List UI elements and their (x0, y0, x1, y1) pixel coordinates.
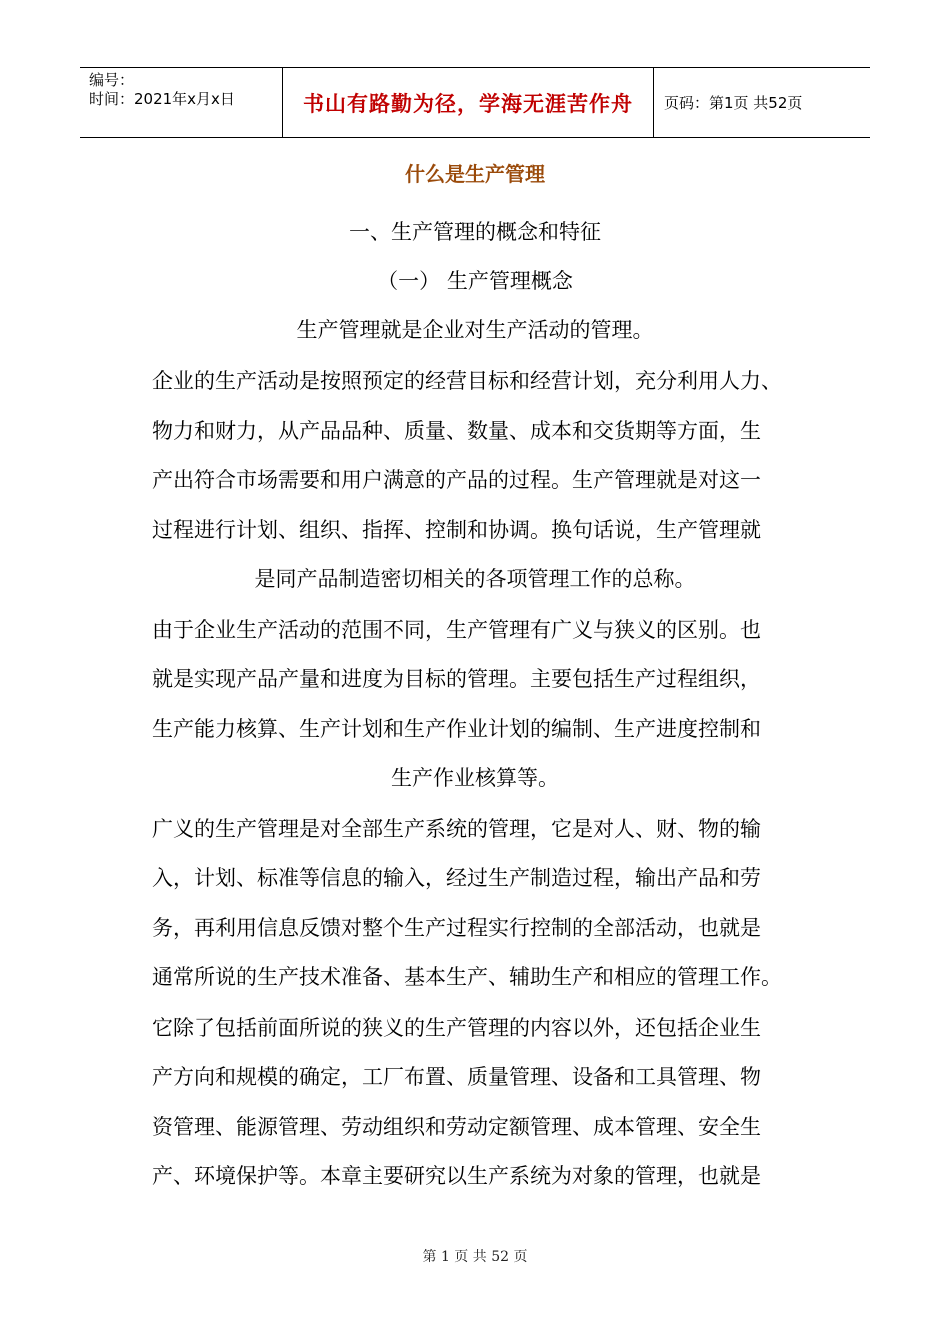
header-meta (80, 68, 282, 137)
paragraph-line: 入，计划、标准等信息的输入，经过生产制造过程，输出产品和劳 (152, 866, 761, 890)
paragraph-line-centered: 是同产品制造密切相关的各项管理工作的总称。 (254, 567, 696, 591)
paragraph-line: 物力和财力，从产品品种、质量、数量、成本和交货期等方面，生 (152, 419, 761, 443)
paragraph-line: 由于企业生产活动的范围不同，生产管理有广义与狭义的区别。也 (152, 618, 761, 642)
document-title: 什么是生产管理 (405, 162, 545, 186)
paragraph-line: 资管理、能源管理、劳动组织和劳动定额管理、成本管理、安全生 (152, 1115, 761, 1139)
definition-line: 生产管理就是企业对生产活动的管理。 (296, 318, 654, 342)
header-page-info (654, 68, 870, 137)
paragraph-line-centered: 生产作业核算等。 (391, 766, 559, 790)
paragraph-line: 产方向和规模的确定，工厂布置、质量管理、设备和工具管理、物 (152, 1065, 761, 1089)
date-label: 时间：2021年x月x日 (89, 90, 235, 108)
paragraph-line: 产出符合市场需要和用户满意的产品的过程。生产管理就是对这一 (152, 468, 761, 492)
paragraph-line: 广义的生产管理是对全部生产系统的管理，它是对人、财、物的输 (152, 817, 761, 841)
paragraph-line: 企业的生产活动是按照预定的经营目标和经营计划，充分利用人力、 (152, 369, 782, 393)
paragraph-line: 过程进行计划、组织、指挥、控制和协调。换句话说，生产管理就 (152, 518, 761, 542)
paragraph-line: 它除了包括前面所说的狭义的生产管理的内容以外，还包括企业生 (152, 1016, 761, 1040)
paragraph-line: 通常所说的生产技术准备、基本生产、辅助生产和相应的管理工作。 (152, 965, 782, 989)
number-label: 编号： (89, 71, 135, 89)
document-header (80, 67, 870, 138)
page-info-text: 页码：第1页 共52页 (664, 94, 803, 112)
section-heading: 一、生产管理的概念和特征 (349, 220, 601, 244)
header-motto-cell (282, 68, 654, 137)
page-footer: 第 1 页 共 52 页 (422, 1249, 528, 1265)
paragraph-line: 生产能力核算、生产计划和生产作业计划的编制、生产进度控制和 (152, 717, 761, 741)
paragraph-line: 务，再利用信息反馈对整个生产过程实行控制的全部活动，也就是 (152, 916, 761, 940)
paragraph-line: 就是实现产品产量和进度为目标的管理。主要包括生产过程组织， (152, 667, 761, 691)
paragraph-line: 产、环境保护等。本章主要研究以生产系统为对象的管理，也就是 (152, 1164, 761, 1188)
motto-text: 书山有路勤为径，学海无涯苦作舟 (303, 91, 633, 116)
subsection-heading: （一） 生产管理概念 (377, 269, 573, 293)
